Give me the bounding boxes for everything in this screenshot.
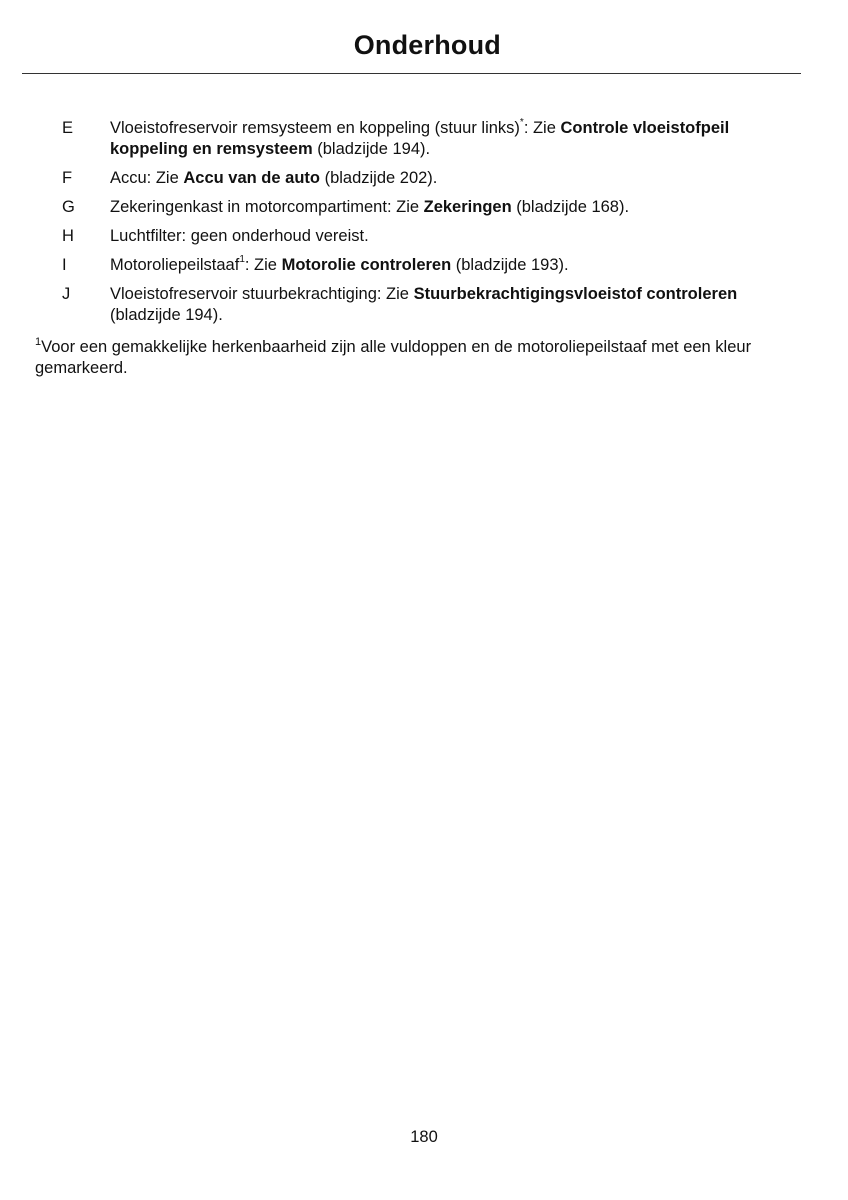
- item-letter: J: [62, 285, 71, 303]
- footnote: [35, 337, 795, 379]
- item-text: [110, 168, 800, 189]
- footnote-text: Voor een gemakkelijke herkenbaarheid zijn alle vuldoppen en de motoroliepeilstaaf met een kleur gemarkeerd.: [35, 338, 752, 377]
- item-text-before: Zekeringenkast in motorcompartiment: Zie: [110, 198, 424, 216]
- item-text-before: Accu: Zie: [110, 169, 184, 187]
- list-item: [0, 197, 848, 218]
- item-text-before: Motoroliepeilstaaf: [110, 256, 240, 274]
- item-text: [110, 284, 800, 326]
- list-item: [0, 118, 848, 160]
- item-reference-link[interactable]: Zekeringen: [423, 198, 512, 216]
- item-letter: H: [62, 227, 74, 245]
- item-text-before: Vloeistofreservoir stuurbekrachtiging: Zie: [110, 285, 414, 303]
- list-item: [0, 255, 848, 276]
- item-text-before: Luchtfilter: geen onderhoud vereist.: [110, 227, 369, 245]
- item-text-after: (bladzijde 193).: [451, 256, 569, 274]
- item-text: [110, 226, 800, 247]
- item-letter: E: [62, 119, 74, 137]
- component-legend-list: [0, 118, 848, 334]
- item-letter: G: [62, 198, 75, 216]
- item-text: [110, 197, 800, 218]
- page-number: 180: [410, 1128, 438, 1146]
- item-text-after: (bladzijde 168).: [511, 198, 630, 216]
- item-mark: *: [519, 117, 524, 128]
- item-letter: F: [62, 169, 73, 187]
- item-text: [110, 255, 800, 276]
- item-reference-link[interactable]: Motorolie controleren: [281, 256, 452, 274]
- footnote-mark: 1: [35, 336, 42, 348]
- header-divider: [22, 73, 801, 74]
- list-item: [0, 226, 848, 247]
- item-text-after: (bladzijde 194).: [312, 140, 431, 158]
- item-text: [110, 118, 800, 160]
- item-text-mid: : Zie: [244, 256, 282, 274]
- item-text-after: (bladzijde 202).: [319, 169, 438, 187]
- item-reference-link[interactable]: Stuurbekrachtigingsvloeistof controleren: [413, 285, 738, 303]
- item-mark: 1: [239, 254, 245, 265]
- page-title: Onderhoud: [353, 30, 501, 60]
- list-item: [0, 168, 848, 189]
- list-item: [0, 284, 848, 326]
- item-text-before: Vloeistofreservoir remsysteem en koppeling (stuur links): [110, 119, 520, 137]
- item-text-after: (bladzijde 194).: [110, 306, 223, 324]
- item-text-mid: : Zie: [523, 119, 561, 137]
- item-letter: I: [62, 256, 67, 274]
- item-reference-link[interactable]: Accu van de auto: [183, 169, 320, 187]
- item-reference-link[interactable]: Controle vloeistofpeil koppeling en remsysteem: [110, 119, 730, 158]
- page-header: [0, 30, 826, 61]
